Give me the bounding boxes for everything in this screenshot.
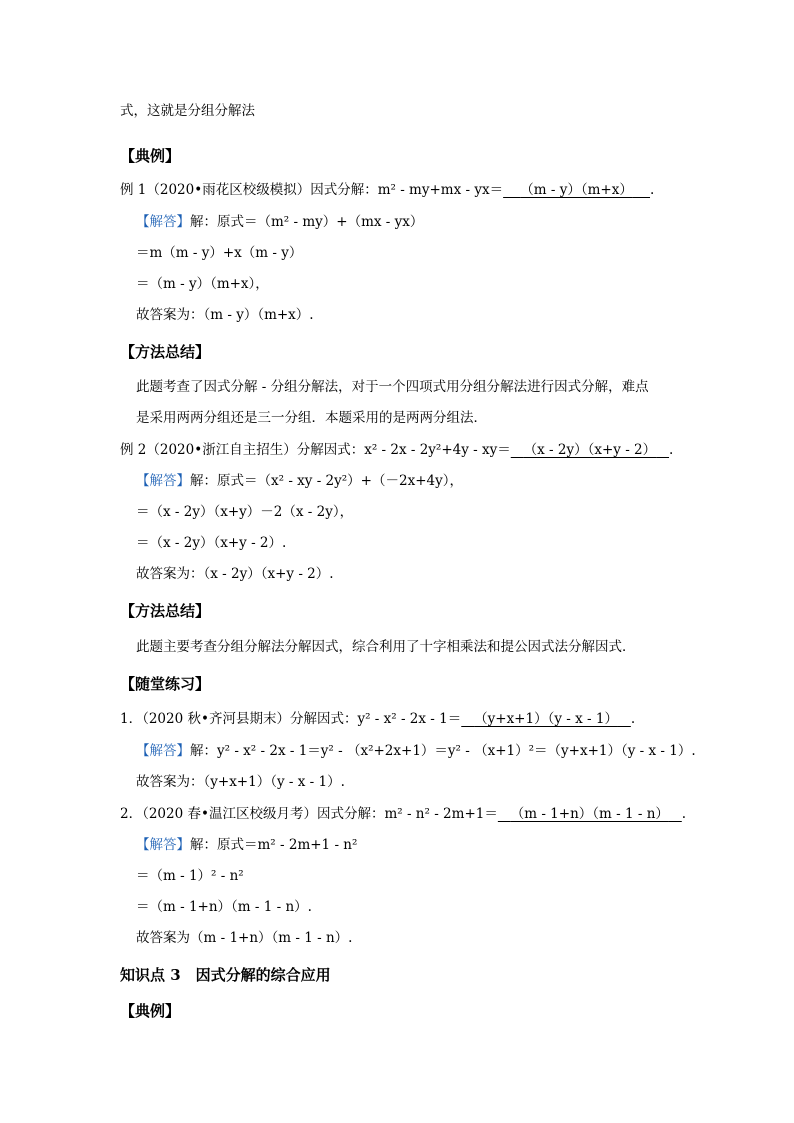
p1-jieda-tag: 【解答】 [136, 743, 190, 759]
p2-solution-step1 [136, 835, 357, 855]
ex1-question: 例 1（2020•雨花区校级模拟）因式分解：m² - my+mx - yx＝ [120, 182, 504, 198]
ex2-step1: 解：原式＝（x² - xy - 2y²）+（－2x+4y）， [190, 473, 463, 489]
p1-question-row [120, 709, 635, 729]
ex2-question: 例 2（2020•浙江自主招生）分解因式：x² - 2x - 2y²+4y - xy＝ [120, 442, 511, 458]
p2-step3: ＝（m - 1+n）（m - 1 - n）. [136, 899, 312, 915]
ex2-end: . [669, 442, 674, 458]
heading-method-summary-1: 【方法总结】 [120, 343, 211, 361]
ex1-jieda-tag: 【解答】 [136, 214, 190, 230]
p2-answer: （m - 1+n）（m - 1 - n） [510, 806, 669, 822]
ex1-step1: 解：原式＝（m² - my）+（mx - yx） [190, 214, 424, 230]
ex1-step3: ＝（m - y）（m+x）， [136, 276, 269, 292]
method1-line2: 是采用两两分组还是三一分组．本题采用的是两两分组法． [136, 410, 487, 426]
p1-solution-step1 [136, 741, 696, 761]
intro-tail-text: 式，这就是分组分解法 [120, 103, 255, 119]
ex2-question-row [120, 440, 673, 460]
p2-conclusion: 故答案为（m - 1+n）（m - 1 - n）. [136, 930, 353, 946]
heading-knowledge-point-3: 知识点 3 因式分解的综合应用 [120, 966, 331, 984]
heading-example: 【典例】 [120, 147, 181, 165]
ex2-step3: ＝（x - 2y）（x+y - 2）. [136, 535, 287, 551]
p1-answer: （y+x+1）（y - x - 1） [474, 711, 618, 727]
p1-step1: 解：y² - x² - 2x - 1＝y² - （x²+2x+1）＝y² - （x+1）²＝（y+x+1）（y - x - 1）. [190, 743, 696, 759]
heading-method-summary-2: 【方法总结】 [120, 602, 211, 620]
p1-conclusion: 故答案为：（y+x+1）（y - x - 1）. [136, 774, 345, 790]
p2-question-row [120, 804, 686, 824]
p2-step1: 解：原式＝m² - 2m+1 - n² [190, 837, 358, 853]
heading-practice: 【随堂练习】 [120, 675, 211, 693]
p2-question: 2．（2020 春•温江区校级月考）因式分解：m² - n² - 2m+1＝ [120, 806, 498, 822]
p1-question: 1．（2020 秋•齐河县期末）分解因式：y² - x² - 2x - 1＝ [120, 711, 462, 727]
p1-end: . [630, 711, 636, 727]
ex1-question-row [120, 180, 654, 200]
p2-jieda-tag: 【解答】 [136, 837, 190, 853]
method1-line1: 此题考查了因式分解 - 分组分解法，对于一个四项式用分组分解法进行因式分解，难点 [136, 379, 649, 395]
ex2-solution-step1 [136, 471, 463, 491]
ex1-answer: （m - y）（m+x） [520, 182, 633, 198]
ex1-solution-step1 [136, 212, 423, 232]
ex1-step2: ＝m（m - y）+x（m - y） [136, 245, 303, 261]
method2-line1: 此题主要考查分组分解法分解因式，综合利用了十字相乘法和提公因式法分解因式． [136, 639, 636, 655]
p2-end: . [681, 806, 687, 822]
p2-step2: ＝（m - 1）² - n² [136, 868, 244, 884]
ex2-conclusion: 故答案为：（x - 2y）（x+y - 2）. [136, 566, 334, 582]
ex2-jieda-tag: 【解答】 [136, 473, 190, 489]
ex2-answer: （x - 2y）（x+y - 2） [523, 442, 657, 458]
heading-example-2: 【典例】 [120, 1002, 181, 1020]
ex1-conclusion: 故答案为：（m - y）（m+x）. [136, 307, 314, 323]
ex1-end: . [650, 182, 655, 198]
ex2-step2: ＝（x - 2y）（x+y）－2（x - 2y）， [136, 504, 354, 520]
